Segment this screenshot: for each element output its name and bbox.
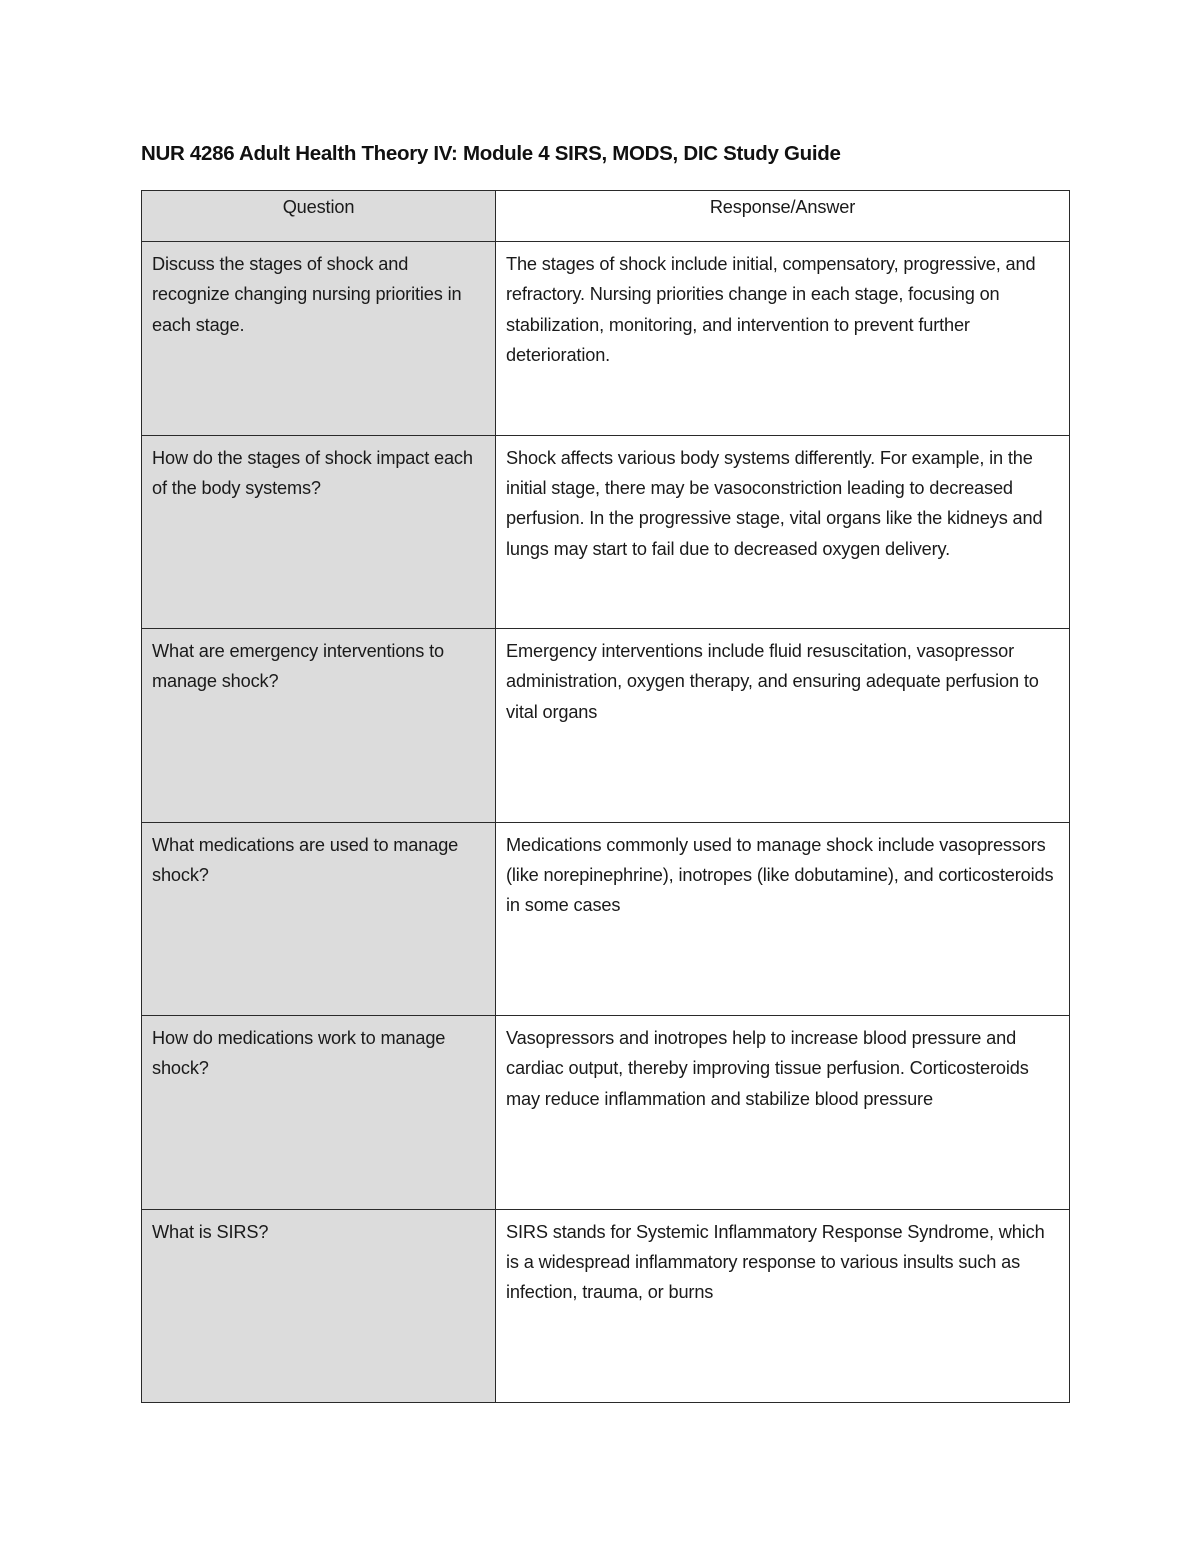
answer-cell: SIRS stands for Systemic Inflammatory Response Syndrome, which is a widespread inflammatory response to various insults such as infection, trauma, or burns: [496, 1209, 1070, 1403]
header-answer: Response/Answer: [496, 191, 1070, 242]
header-question: Question: [142, 191, 496, 242]
answer-cell: Emergency interventions include fluid resuscitation, vasopressor administration, oxygen therapy, and ensuring adequate perfusion to vital organs: [496, 629, 1070, 823]
question-cell: Discuss the stages of shock and recognize changing nursing priorities in each stage.: [142, 242, 496, 436]
answer-cell: Shock affects various body systems differently. For example, in the initial stage, there may be vasoconstriction leading to decreased perfusion. In the progressive stage, vital organs like the kidneys and lungs may start to fail due to decreased oxygen delivery.: [496, 435, 1070, 629]
question-cell: What medications are used to manage shock?: [142, 822, 496, 1016]
table-row: [142, 1016, 1070, 1210]
study-guide-table: [141, 190, 1070, 1403]
table-row: [142, 822, 1070, 1016]
table-row: [142, 629, 1070, 823]
table-row: [142, 435, 1070, 629]
answer-cell: Vasopressors and inotropes help to increase blood pressure and cardiac output, thereby improving tissue perfusion. Corticosteroids may reduce inflammation and stabilize blood pressure: [496, 1016, 1070, 1210]
question-cell: What is SIRS?: [142, 1209, 496, 1403]
table-row: [142, 1209, 1070, 1403]
question-cell: How do the stages of shock impact each of the body systems?: [142, 435, 496, 629]
question-cell: What are emergency interventions to manage shock?: [142, 629, 496, 823]
document-title: NUR 4286 Adult Health Theory IV: Module 4 SIRS, MODS, DIC Study Guide: [141, 142, 841, 165]
table-header-row: [142, 191, 1070, 242]
question-cell: How do medications work to manage shock?: [142, 1016, 496, 1210]
answer-cell: Medications commonly used to manage shock include vasopressors (like norepinephrine), inotropes (like dobutamine), and corticosteroids in some cases: [496, 822, 1070, 1016]
answer-cell: The stages of shock include initial, compensatory, progressive, and refractory. Nursing priorities change in each stage, focusing on stabilization, monitoring, and intervention to prevent further deterioration.: [496, 242, 1070, 436]
table-row: [142, 242, 1070, 436]
